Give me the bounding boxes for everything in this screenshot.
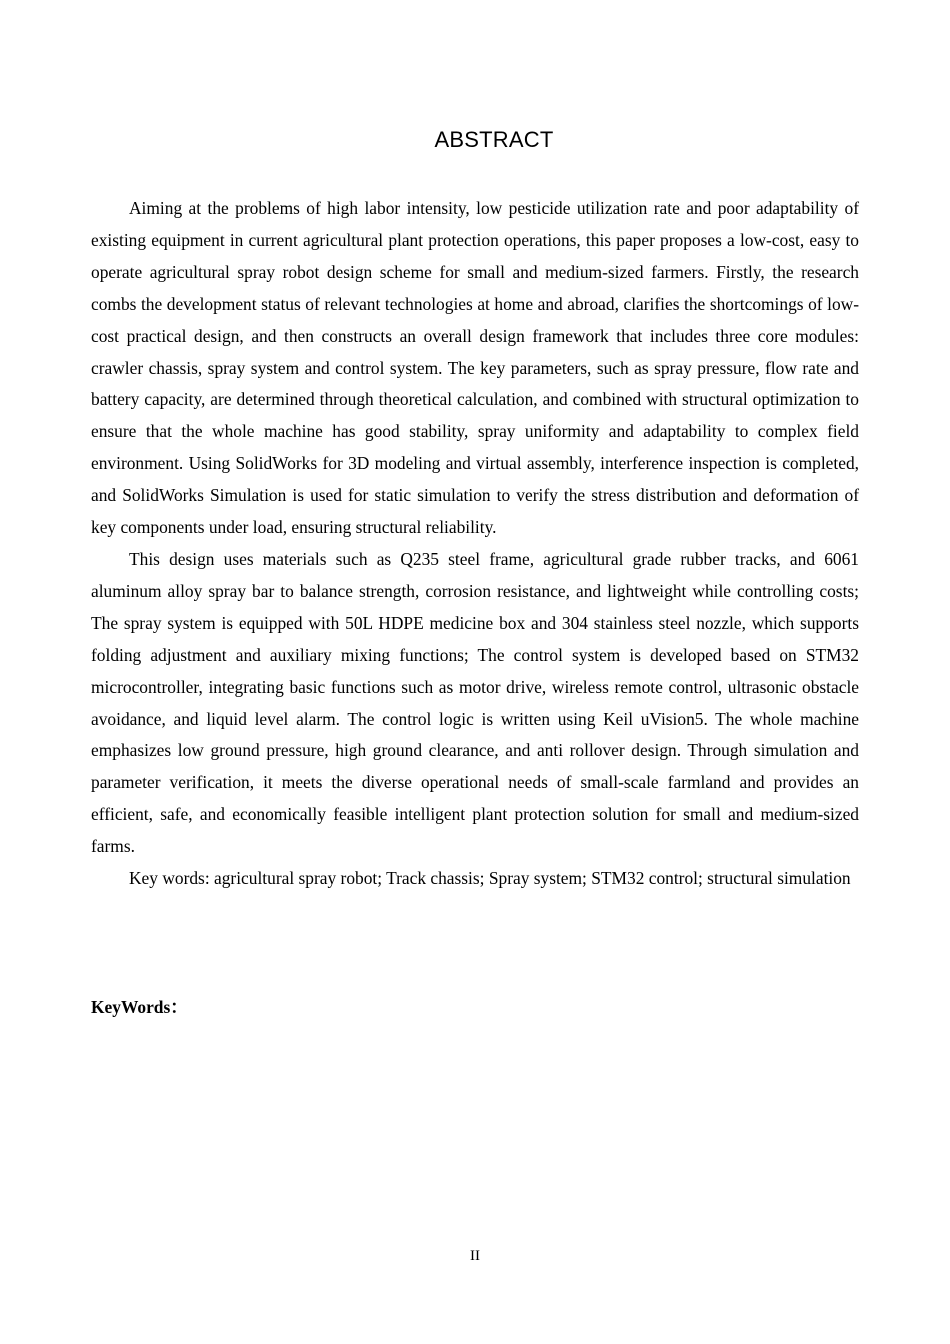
abstract-key-words-line: Key words: agricultural spray robot; Track chassis; Spray system; STM32 control; structural simulation: [129, 868, 851, 889]
keywords-heading: KeyWords：: [91, 997, 188, 1017]
abstract-paragraph-1: Aiming at the problems of high labor intensity, low pesticide utilization rate and poor adaptability of existing equipment in current agricultural plant protection operations, this paper proposes a low-cost, easy to operate agricultural spray robot design scheme for small and medium-sized farmers. Firstly, the research combs the development status of relevant technologies at home and abroad, clarifies the shortcomings of low-cost practical design, and then constructs an overall design framework that includes three core modules: crawler chassis, spray system and control system. The key parameters, such as spray pressure, flow rate and battery capacity, are determined through theoretical calculation, and combined with structural optimization to ensure that the whole machine has good stability, spray uniformity and adaptability to complex field environment. Using SolidWorks for 3D modeling and virtual assembly, interference inspection is completed, and SolidWorks Simulation is used for static simulation to verify the stress distribution and deformation of key components under load, ensuring structural reliability.: [91, 198, 859, 538]
page-number: II: [470, 1248, 480, 1264]
abstract-paragraph-2: This design uses materials such as Q235 steel frame, agricultural grade rubber tracks, and 6061 aluminum alloy spray bar to balance strength, corrosion resistance, and lightweight while controlling costs; The spray system is equipped with 50L HDPE medicine box and 304 stainless steel nozzle, which supports folding adjustment and auxiliary mixing functions; The control system is developed based on STM32 microcontroller, integrating basic functions such as motor drive, wireless remote control, ultrasonic obstacle avoidance, and liquid level alarm. The control logic is written using Keil uVision5. The whole machine emphasizes low ground pressure, high ground clearance, and anti rollover design. Through simulation and parameter verification, it meets the diverse operational needs of small-scale farmland and provides an efficient, safe, and economically feasible intelligent plant protection solution for small and medium-sized farms.: [91, 548, 859, 857]
abstract-title: ABSTRACT: [434, 127, 554, 152]
abstract-body: [91, 193, 859, 895]
